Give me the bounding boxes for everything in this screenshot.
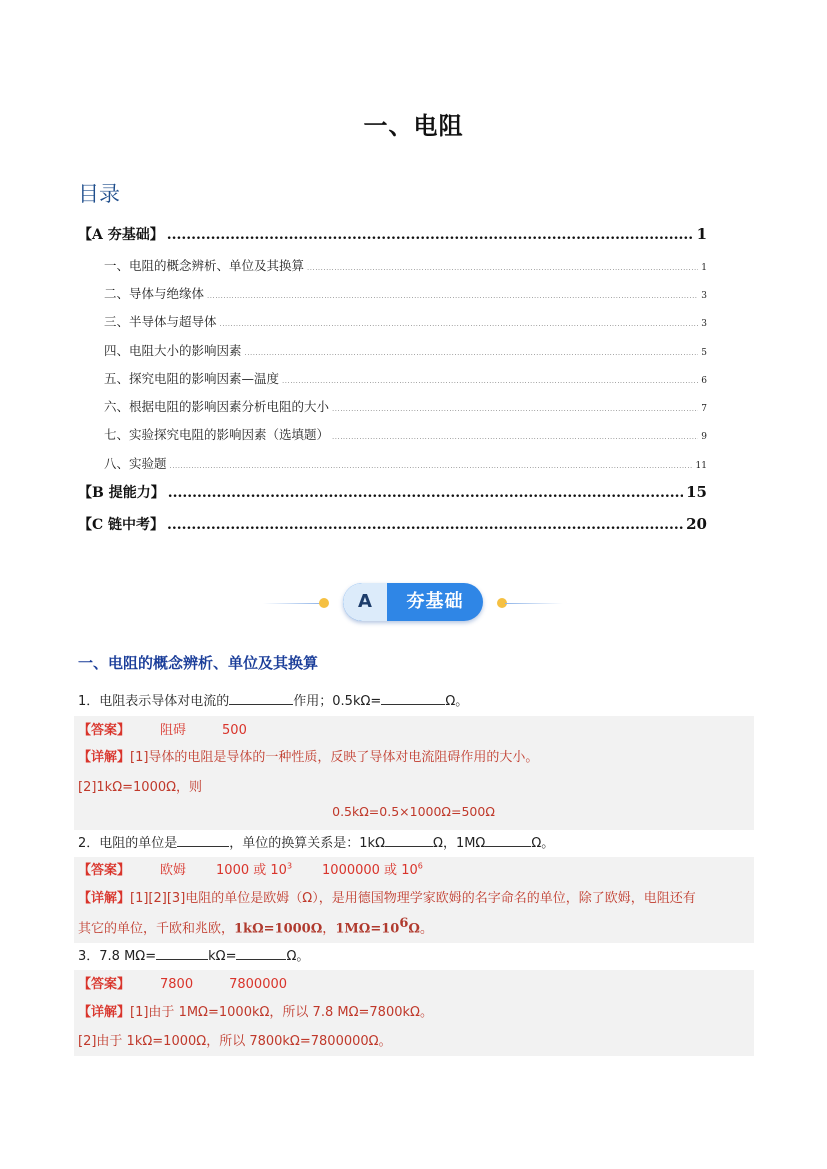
detail-text: 。 [419, 921, 433, 937]
toc-leader [170, 462, 693, 470]
detail-text: [2]1kΩ=1000Ω，则 [78, 780, 203, 795]
toc-entry-page: 15 [686, 483, 707, 501]
answer-tag: 【答案】 [78, 863, 131, 878]
answer-value: 1000 或 10 [216, 863, 287, 878]
toc-entry-page: 20 [686, 515, 707, 533]
question-text: Ω。 [531, 836, 555, 851]
section-banner [263, 583, 563, 623]
toc-entry-label: 【A 夯基础】 [78, 227, 164, 243]
detail-exponent: 6 [399, 916, 409, 931]
detail-line-2 [78, 1030, 392, 1049]
detail-line-1 [78, 746, 538, 765]
answer-exponent: 3 [286, 861, 293, 871]
toc-subentry-3[interactable] [104, 312, 707, 330]
toc-subentry-6[interactable] [104, 397, 707, 415]
detail-separator: ， [322, 921, 336, 937]
question-text: 1．电阻表示导体对电流的 [78, 694, 230, 709]
banner-line-left [263, 603, 321, 604]
question-1 [78, 690, 468, 709]
toc-leader [168, 485, 683, 501]
question-text: Ω，1MΩ [433, 836, 486, 851]
question-text: 作用；0.5kΩ= [293, 694, 382, 709]
banner-pill [343, 583, 483, 621]
banner-letter: A [343, 583, 387, 621]
question-3 [78, 945, 309, 964]
answer-blank[interactable] [385, 833, 433, 847]
question-text: kΩ= [208, 949, 237, 964]
detail-line-2 [78, 776, 202, 795]
answer-value: 500 [222, 723, 247, 738]
answer-line-2 [78, 859, 423, 878]
answer-blank[interactable] [156, 946, 208, 960]
detail-formula: Ω [408, 921, 420, 937]
answer-exponent: 6 [417, 861, 423, 871]
toc-subentry-page: 5 [701, 348, 707, 358]
answer-value: 1000000 或 10 [322, 863, 418, 878]
toc-subentry-page: 6 [701, 376, 707, 386]
toc-entry-page: 1 [696, 225, 707, 243]
toc-subentry-8[interactable] [104, 454, 707, 472]
toc-subentry-2[interactable] [104, 284, 707, 302]
answer-value: 欧姆 [160, 863, 187, 878]
detail-tag: 【详解】 [78, 1005, 131, 1020]
toc-subentry-label: 七、实验探究电阻的影响因素（选填题） [104, 427, 330, 442]
answer-tag: 【答案】 [78, 977, 131, 992]
detail-line-1 [78, 1001, 433, 1020]
toc-entry-b[interactable] [78, 482, 707, 502]
toc-subentry-label: 六、根据电阻的影响因素分析电阻的大小 [104, 399, 330, 414]
detail-text: [1]导体的电阻是导体的一种性质，反映了导体对电流阻碍作用的大小。 [130, 750, 539, 765]
toc-leader [167, 227, 694, 243]
toc-entry-label: 【C 链中考】 [78, 517, 165, 533]
toc-leader [307, 264, 698, 272]
toc-leader [332, 433, 698, 441]
answer-value: 阻碍 [160, 723, 187, 738]
detail-tag: 【详解】 [78, 891, 131, 906]
toc-entry-label: 【B 提能力】 [78, 485, 165, 501]
question-2 [78, 832, 554, 851]
detail-formula: 1MΩ=10 [335, 921, 400, 937]
toc-subentry-label: 二、导体与绝缘体 [104, 286, 205, 301]
toc-subentry-label: 五、探究电阻的影响因素—温度 [104, 371, 280, 386]
toc-subentry-page: 3 [701, 291, 707, 301]
question-text: Ω。 [286, 949, 310, 964]
toc-entry-a[interactable] [78, 224, 707, 244]
answer-line-1 [78, 719, 247, 738]
answer-blank[interactable] [485, 833, 531, 847]
toc-subentry-label: 三、半导体与超导体 [104, 314, 217, 329]
detail-line-1 [78, 887, 696, 906]
detail-text: [1]由于 1MΩ=1000kΩ，所以 7.8 MΩ=7800kΩ。 [130, 1005, 433, 1020]
answer-value: 7800000 [229, 977, 288, 992]
toc-subentry-page: 1 [701, 263, 707, 273]
toc-leader [220, 320, 699, 328]
answer-blank[interactable] [229, 691, 293, 705]
toc-subentry-1[interactable] [104, 256, 707, 274]
detail-text: [1][2][3]电阻的单位是欧姆（Ω），是用德国物理学家欧姆的名字命名的单位，除了欧姆，电阻还有 [130, 891, 696, 906]
question-text: ，单位的换算关系是：1kΩ [229, 836, 386, 851]
toc-subentry-7[interactable] [104, 425, 707, 443]
toc-heading: 目录 [78, 182, 120, 206]
answer-value: 7800 [160, 977, 194, 992]
detail-text: 其它的单位，千欧和兆欧， [78, 921, 235, 937]
toc-subentry-5[interactable] [104, 369, 707, 387]
question-text: Ω。 [445, 694, 469, 709]
toc-leader [207, 292, 698, 300]
detail-formula: 1kΩ=1000Ω [234, 921, 323, 937]
detail-text: [2]由于 1kΩ=1000Ω，所以 7800kΩ=7800000Ω。 [78, 1034, 392, 1049]
toc-subentry-page: 11 [695, 461, 707, 471]
toc-subentry-label: 四、电阻大小的影响因素 [104, 343, 242, 358]
toc-entry-c[interactable] [78, 514, 707, 534]
toc-leader [332, 405, 698, 413]
toc-subentry-4[interactable] [104, 341, 707, 359]
answer-line-3 [78, 973, 287, 992]
toc-leader [282, 377, 698, 385]
banner-text: 夯基础 [406, 591, 464, 612]
banner-dot-left [319, 598, 329, 608]
question-text: 2．电阻的单位是 [78, 836, 178, 851]
answer-blank[interactable] [177, 833, 229, 847]
answer-blank[interactable] [381, 691, 445, 705]
detail-formula: 0.5kΩ=0.5×1000Ω=500Ω [332, 804, 495, 819]
toc-subentry-label: 一、电阻的概念辨析、单位及其换算 [104, 258, 305, 273]
detail-line-2 [78, 916, 433, 936]
detail-tag: 【详解】 [78, 750, 131, 765]
toc-leader [245, 349, 699, 357]
question-text: 3．7.8 MΩ= [78, 949, 157, 964]
section-heading: 一、电阻的概念辨析、单位及其换算 [78, 654, 319, 672]
toc-subentry-label: 八、实验题 [104, 456, 167, 471]
toc-subentry-page: 3 [701, 319, 707, 329]
answer-tag: 【答案】 [78, 723, 131, 738]
toc-subentry-page: 7 [701, 404, 707, 414]
toc-subentry-page: 9 [701, 432, 707, 442]
answer-blank[interactable] [236, 946, 286, 960]
page-title: 一、电阻 [363, 112, 464, 140]
toc-leader [167, 517, 683, 533]
banner-line-right [505, 603, 563, 604]
